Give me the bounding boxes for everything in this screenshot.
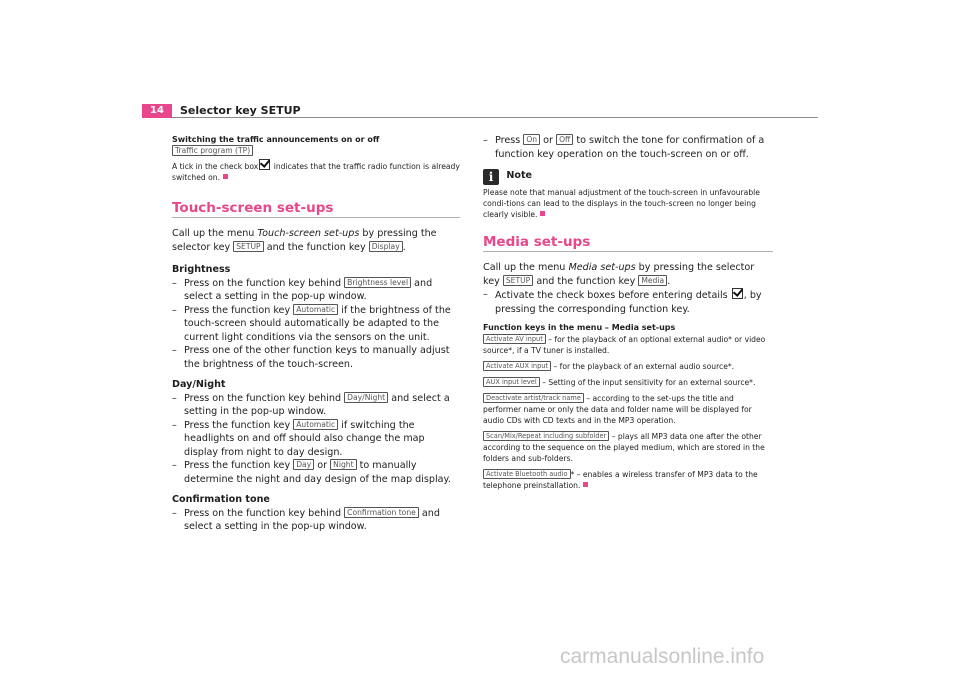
ma-a: Activate the check boxes before entering details — [495, 290, 728, 301]
tc-b: to switch the tone for confirmation of a function key operation on the touch-screen on or off. — [495, 135, 765, 160]
ma-b: , by pressing the corresponding function key. — [495, 290, 762, 315]
b3-text: Press one of the other function keys to manually adjust the brightness of the touch-screen. — [184, 345, 450, 370]
info-icon: i — [483, 169, 499, 185]
setup-key-2: SETUP — [503, 275, 533, 286]
d3-a: Press the function key — [184, 460, 291, 471]
traffic-subhead — [172, 134, 460, 157]
fk-item-bluetooth — [483, 469, 773, 491]
fk-item-aux-level — [483, 377, 773, 388]
fk-aux-text: – for the playback of an external audio source*. — [553, 362, 735, 371]
d3-b: to manually determine the night and day design of the map display. — [184, 460, 451, 485]
brightness-item-3: – Press one of the other function keys to manually adjust the brightness of the touch-screen. — [172, 345, 450, 370]
note-text — [483, 187, 773, 220]
display-key: Display — [369, 241, 403, 252]
running-title: Selector key SETUP — [180, 104, 301, 117]
traffic-subhead-text: Switching the traffic announcements on or off — [172, 135, 380, 144]
scan-mix-repeat-key: Scan/Mix/Repeat including subfolder — [483, 431, 609, 441]
media-key: Media — [638, 275, 667, 286]
brightness-level-key: Brightness level — [344, 277, 411, 288]
fk-artist-text: – according to the set-ups the title and performer name or only the data and folder name will be displayed for audio CDs with CD texts and in the MP3 operation. — [483, 394, 752, 425]
brightness-item-1: – Press on the function key behind Brightness level and select a setting in the pop-up window. — [172, 277, 433, 302]
tone-continue-item: – Press On or Off to switch the tone for confirmation of a function key operation on the touch-screen on or off. — [483, 135, 765, 160]
note-text-content: Please note that manual adjustment of the touch-screen in unfavourable condi-tions can lead to the displays in the touch-screen no longer being clearly visible. — [483, 188, 760, 219]
t1-a: Press on the function key behind — [184, 507, 342, 519]
fk-item-scan — [483, 431, 773, 464]
daynight-item-2: – Press the function key Automatic if switching the headlights on and off should also change the map display from night to day design. — [172, 419, 425, 458]
fk-aux-level-text: – Setting of the input sensitivity for an external source*. — [542, 378, 756, 387]
activate-av-input-key: Activate AV input — [483, 334, 546, 344]
automatic-key-2: Automatic — [293, 419, 338, 430]
header-rule — [172, 117, 818, 118]
deactivate-artist-key: Deactivate artist/track name — [483, 393, 584, 403]
b2-b: if the brightness of the touch-screen should automatically be adapted to the current light conditions via the sensors on the unit. — [184, 304, 451, 343]
fk-item-aux — [483, 361, 773, 372]
d3-or: or — [317, 460, 328, 471]
on-key: On — [523, 134, 540, 145]
media-intro-b: by pressing the selector key — [483, 262, 755, 287]
d2-b: if switching the headlights on and off should also change the map display from night to day design. — [184, 419, 425, 458]
touch-intro: Call up the menu Touch-screen set-ups by pressing the selector key SETUP and the function key Display . — [172, 228, 437, 253]
off-key: Off — [556, 134, 573, 145]
page-number: 14 — [142, 104, 172, 118]
b1-a: Press on the function key behind — [184, 277, 342, 289]
d2-a: Press the function key — [184, 419, 291, 431]
touch-heading-rule — [172, 217, 460, 218]
touch-intro-a: Call up the menu — [172, 228, 255, 239]
touch-heading: Touch-screen set-ups — [172, 200, 334, 216]
watermark: carmanualsonline.info — [560, 645, 765, 668]
right-column — [483, 134, 773, 491]
media-intro: Call up the menu Media set-ups by pressing the selector key SETUP and the function key Media . — [483, 262, 755, 287]
tone-item-1: – Press on the function key behind Confirmation tone and select a setting in the pop-up window. — [172, 507, 440, 532]
end-marker-icon — [583, 482, 588, 487]
note-block — [483, 169, 773, 220]
tc-or: or — [543, 135, 553, 146]
note-title-row — [483, 169, 773, 185]
media-activate-item: – Activate the check boxes before entering details , by pressing the corresponding function key. — [483, 289, 762, 315]
traffic-text-b: indicates that the traffic radio function is already switched on. — [172, 162, 460, 182]
brightness-item-2: – Press the function key Automatic if the brightness of the touch-screen should automatically be adapted to the current light conditions via the sensors on the unit. — [172, 304, 451, 343]
activate-aux-input-key: Activate AUX input — [483, 361, 551, 371]
automatic-key: Automatic — [293, 304, 338, 315]
fk-item-artist — [483, 393, 773, 426]
checkbox-icon-2 — [732, 288, 743, 299]
traffic-text-a: A tick in the check box — [172, 162, 259, 171]
touch-intro-menu: Touch-screen set-ups — [257, 228, 360, 239]
t1-b: and select a setting in the pop-up window. — [184, 507, 440, 532]
fk-scan-text: – plays all MP3 data one after the other according to the sequence on the played medium, which are stored in the folders and sub-folders. — [483, 432, 765, 463]
fk-bluetooth-text: * – enables a wireless transfer of MP3 data to the telephone preinstallation. — [483, 470, 758, 490]
day-key: Day — [293, 459, 314, 470]
confirmation-tone-key: Confirmation tone — [344, 507, 419, 518]
day-night-key: Day/Night — [344, 392, 388, 403]
traffic-text — [172, 159, 460, 183]
media-intro-a: Call up the menu — [483, 262, 566, 273]
traffic-program-key: Traffic program (TP) — [172, 145, 253, 156]
b2-a: Press the function key — [184, 304, 291, 316]
fk-av-text: – for the playback of an optional external audio* or video source*, if a TV tuner is installed. — [483, 335, 766, 355]
night-key: Night — [330, 459, 356, 470]
activate-bluetooth-audio-key: Activate Bluetooth audio — [483, 469, 571, 479]
daynight-item-1: – Press on the function key behind Day/Night and select a setting in the pop-up window. — [172, 392, 450, 417]
aux-input-level-key: AUX input level — [483, 377, 540, 387]
daynight-item-3: – Press the function key Day or Night to manually determine the night and day design of the map display. — [172, 460, 451, 485]
media-heading: Media set-ups — [483, 234, 591, 250]
function-keys-heading: Function keys in the menu – Media set-ups — [483, 323, 676, 332]
tone-heading: Confirmation tone — [172, 494, 270, 505]
setup-key: SETUP — [233, 241, 263, 252]
media-heading-rule — [483, 251, 773, 252]
touch-intro-b: by pressing the selector key — [172, 228, 437, 253]
end-marker-icon — [223, 174, 228, 179]
end-marker-icon — [540, 211, 545, 216]
fk-item-av — [483, 334, 773, 356]
touch-intro-c: and the function key — [266, 241, 366, 253]
left-column — [172, 134, 460, 534]
brightness-heading: Brightness — [172, 264, 231, 275]
media-intro-menu: Media set-ups — [568, 262, 636, 273]
daynight-heading: Day/Night — [172, 379, 226, 390]
media-intro-c: and the function key — [536, 275, 636, 287]
note-title: Note — [506, 170, 533, 181]
checkbox-icon — [259, 159, 270, 170]
tc-a: Press — [495, 135, 521, 146]
d1-b: and select a setting in the pop-up window. — [184, 392, 450, 417]
b1-b: and select a setting in the pop-up window. — [184, 277, 433, 302]
d1-a: Press on the function key behind — [184, 392, 342, 404]
